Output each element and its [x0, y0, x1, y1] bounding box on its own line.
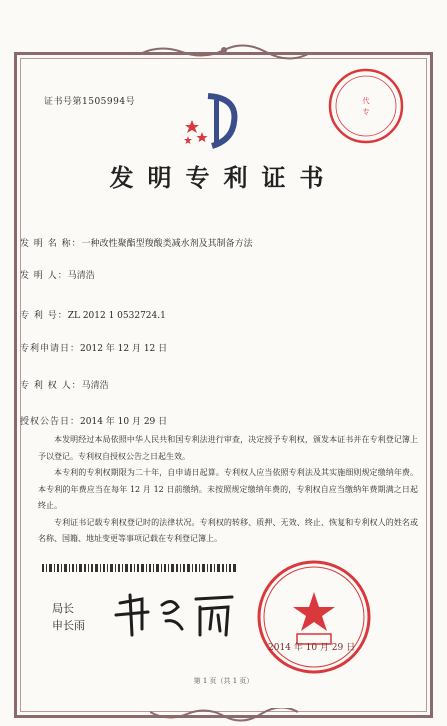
director-block: [52, 600, 85, 634]
body-paragraph: 本发明经过本局依照中华人民共和国专利法进行审查，决定授予专利权，颁发本证书并在专利登记簿上予以登记。专利权自授权公告之日起生效。: [38, 435, 418, 461]
field-invention-name: [20, 236, 253, 249]
field-label: 发 明 名 称：: [20, 239, 82, 249]
seal-date: 2014 年 10 月 29 日: [268, 643, 356, 653]
bottom-ornament: [150, 708, 298, 722]
field-value: 马清浩: [81, 381, 109, 391]
field-label: 授权公告日：: [20, 417, 81, 427]
certificate-title: 发明专利证书: [109, 163, 338, 192]
field-value: 马清浩: [67, 271, 95, 281]
field-value: 一种改性聚酯型羧酸类减水剂及其制备方法: [81, 239, 253, 249]
sipo-emblem: [178, 92, 252, 152]
barcode: [42, 564, 238, 572]
director-title: 局长: [52, 602, 74, 615]
field-value: 2014 年 10 月 29 日: [80, 417, 168, 427]
field-value: 2012 年 12 月 12 日: [80, 344, 168, 354]
field-value: ZL 2012 1 0532724.1: [67, 311, 166, 321]
agency-seal: [326, 66, 406, 146]
body-paragraph: 本专利的专利权期限为二十年，自申请日起算。专利权人应当依照专利法及其实施细则规定缴纳年费。本专利的年费应当在每年 12 月 12 日前缴纳。未按照规定缴纳年费的，专利权自应当缴纳年费期满之日起终止。: [38, 468, 418, 510]
page-indicator: 第 1 页（共 1 页）: [193, 677, 254, 685]
director-signature: [112, 585, 240, 641]
state-ip-office-seal: [255, 558, 373, 676]
field-label: 发 明 人：: [20, 271, 68, 281]
field-grant-date: [20, 414, 167, 427]
certificate-body: [38, 432, 418, 548]
svg-text:代: 代: [362, 97, 370, 105]
director-name: 申长雨: [52, 619, 85, 632]
field-label: 专 利 权 人：: [20, 381, 82, 391]
field-inventor: [20, 268, 95, 281]
body-paragraph: 专利证书记载专利权登记时的法律状况。专利权的转移、质押、无效、终止、恢复和专利权人的姓名或名称、国籍、地址变更等事项记载在专利登记簿上。: [38, 517, 418, 543]
field-patentee: [20, 378, 109, 391]
certificate-number: 证书号第1505994号: [44, 97, 136, 107]
svg-text:专: 专: [362, 108, 370, 116]
field-patent-number: [20, 308, 166, 321]
field-filing-date: [20, 341, 167, 354]
field-label: 专 利 号：: [20, 311, 68, 321]
field-label: 专利申请日：: [20, 344, 81, 354]
top-ornament: [140, 44, 308, 60]
